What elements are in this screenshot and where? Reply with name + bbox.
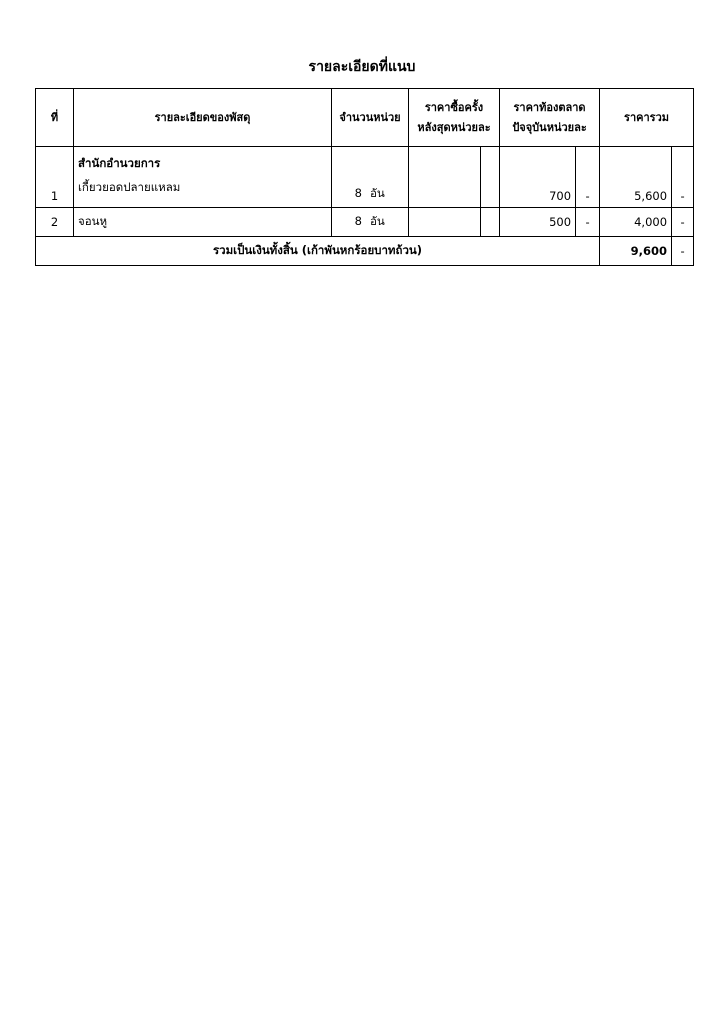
row-last-price-satang <box>481 208 500 237</box>
header-market-price-line1: ราคาท้องตลาด <box>513 100 586 114</box>
qty-unit: อัน <box>370 186 385 200</box>
row-no: 2 <box>36 208 74 237</box>
row-total-satang: - <box>672 208 694 237</box>
row-no: 1 <box>36 147 74 208</box>
qty-value: 8 <box>354 214 362 228</box>
row-market-price-satang: - <box>576 208 600 237</box>
grand-total-value: 9,600 <box>600 237 672 266</box>
row-last-price <box>409 208 481 237</box>
header-last-price-line2: หลังสุดหน่วยละ <box>417 120 491 134</box>
grand-total-satang: - <box>672 237 694 266</box>
header-market-price-line2: ปัจจุบันหน่วยละ <box>512 120 587 134</box>
row-total: 4,000 <box>600 208 672 237</box>
row-qty <box>332 147 409 208</box>
row-total-satang: - <box>672 147 694 208</box>
document-title: รายละเอียดที่แนบ <box>308 59 416 75</box>
grand-total-label: รวมเป็นเงินทั้งสิ้น (เก้าพันหกร้อยบาทถ้วน) <box>36 237 600 266</box>
header-last-price <box>409 89 500 147</box>
row-market-price: 500 <box>500 208 576 237</box>
item-name: จอนหู <box>78 214 108 228</box>
qty-value: 8 <box>354 186 362 200</box>
header-market-price <box>500 89 600 147</box>
row-qty <box>332 208 409 237</box>
grand-total-row <box>36 237 694 266</box>
header-no: ที่ <box>36 89 74 147</box>
row-market-price-satang: - <box>576 147 600 208</box>
qty-unit: อัน <box>370 214 385 228</box>
row-item <box>74 208 332 237</box>
row-market-price: 700 <box>500 147 576 208</box>
row-total: 5,600 <box>600 147 672 208</box>
header-qty: จำนวนหน่วย <box>332 89 409 147</box>
header-total: ราคารวม <box>600 89 694 147</box>
row-last-price-satang <box>481 147 500 208</box>
section-label: สำนักอำนวยการ <box>78 156 161 170</box>
header-row <box>36 89 694 147</box>
row-last-price <box>409 147 481 208</box>
row-item <box>74 147 332 208</box>
item-name: เกี้ยวยอดปลายแหลม <box>78 180 181 194</box>
header-last-price-line1: ราคาซื้อครั้ง <box>424 100 484 114</box>
table-row <box>36 147 694 208</box>
detail-table <box>35 88 694 266</box>
header-item: รายละเอียดของพัสดุ <box>74 89 332 147</box>
table-row <box>36 208 694 237</box>
